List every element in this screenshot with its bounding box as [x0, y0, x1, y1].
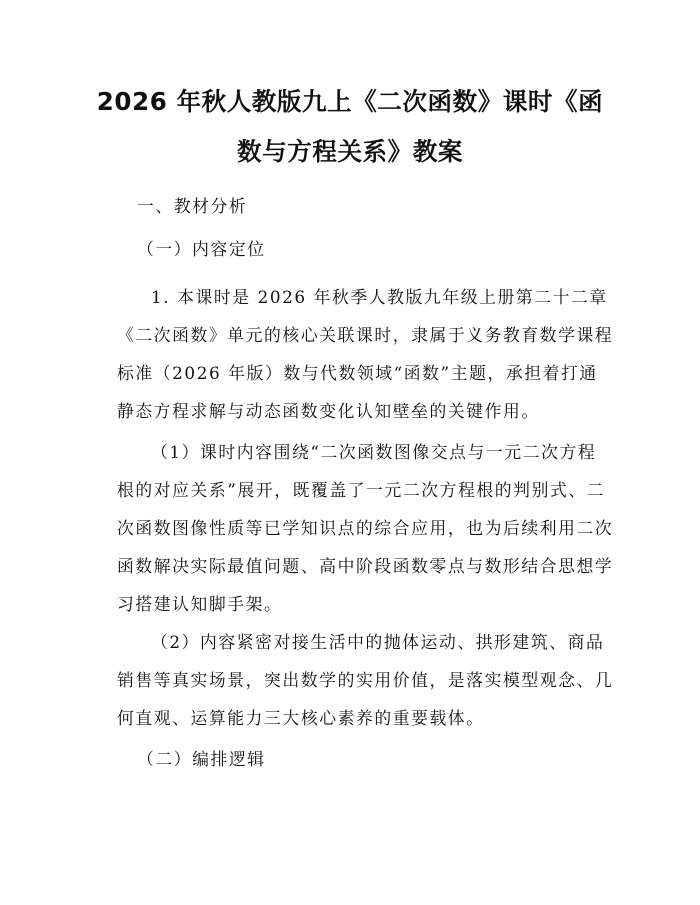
paragraph-point-1 — [117, 433, 614, 623]
document-title-line-2: 数与方程关系》教案 — [237, 137, 463, 166]
paragraph-line: 习搭建认知脚手架。 — [117, 594, 283, 614]
paragraph-line: （1）课时内容围绕“二次函数图像交点与一元二次方程 — [151, 442, 597, 462]
section-heading-teaching-material-analysis: 一、教材分析 — [137, 196, 248, 216]
paragraph-line: 何直观、运算能力三大核心素养的重要载体。 — [117, 708, 485, 728]
paragraph-line: 1. 本课时是 2026 年秋季人教版九年级上册第二十二章 — [151, 287, 608, 307]
paragraph-line: 次函数图像性质等已学知识点的综合应用，也为后续利用二次 — [117, 518, 614, 538]
subsection-heading-arrangement-logic: （二）编排逻辑 — [137, 749, 266, 769]
paragraph-course-positioning — [117, 278, 614, 430]
paragraph-line: 静态方程求解与动态函数变化认知壁垒的关键作用。 — [117, 401, 540, 421]
paragraph-line: 函数解决实际最值问题、高中阶段函数零点与数形结合思想学 — [117, 556, 614, 576]
paragraph-line: 根的对应关系”展开，既覆盖了一元二次方程根的判别式、二 — [117, 480, 606, 500]
document-title-line-1: 2026 年秋人教版九上《二次函数》课时《函 — [96, 87, 604, 116]
subsection-heading-content-positioning: （一）内容定位 — [137, 239, 266, 259]
paragraph-point-2 — [117, 623, 614, 737]
paragraph-line: 销售等真实场景，突出数学的实用价值，是落实模型观念、几 — [117, 670, 614, 690]
paragraph-line: 《二次函数》单元的核心关联课时，隶属于义务教育数学课程 — [117, 325, 614, 345]
paragraph-line: （2）内容紧密对接生活中的抛体运动、拱形建筑、商品 — [151, 632, 605, 652]
paragraph-line: 标准（2026 年版）数与代数领域“函数”主题，承担着打通 — [117, 363, 598, 383]
